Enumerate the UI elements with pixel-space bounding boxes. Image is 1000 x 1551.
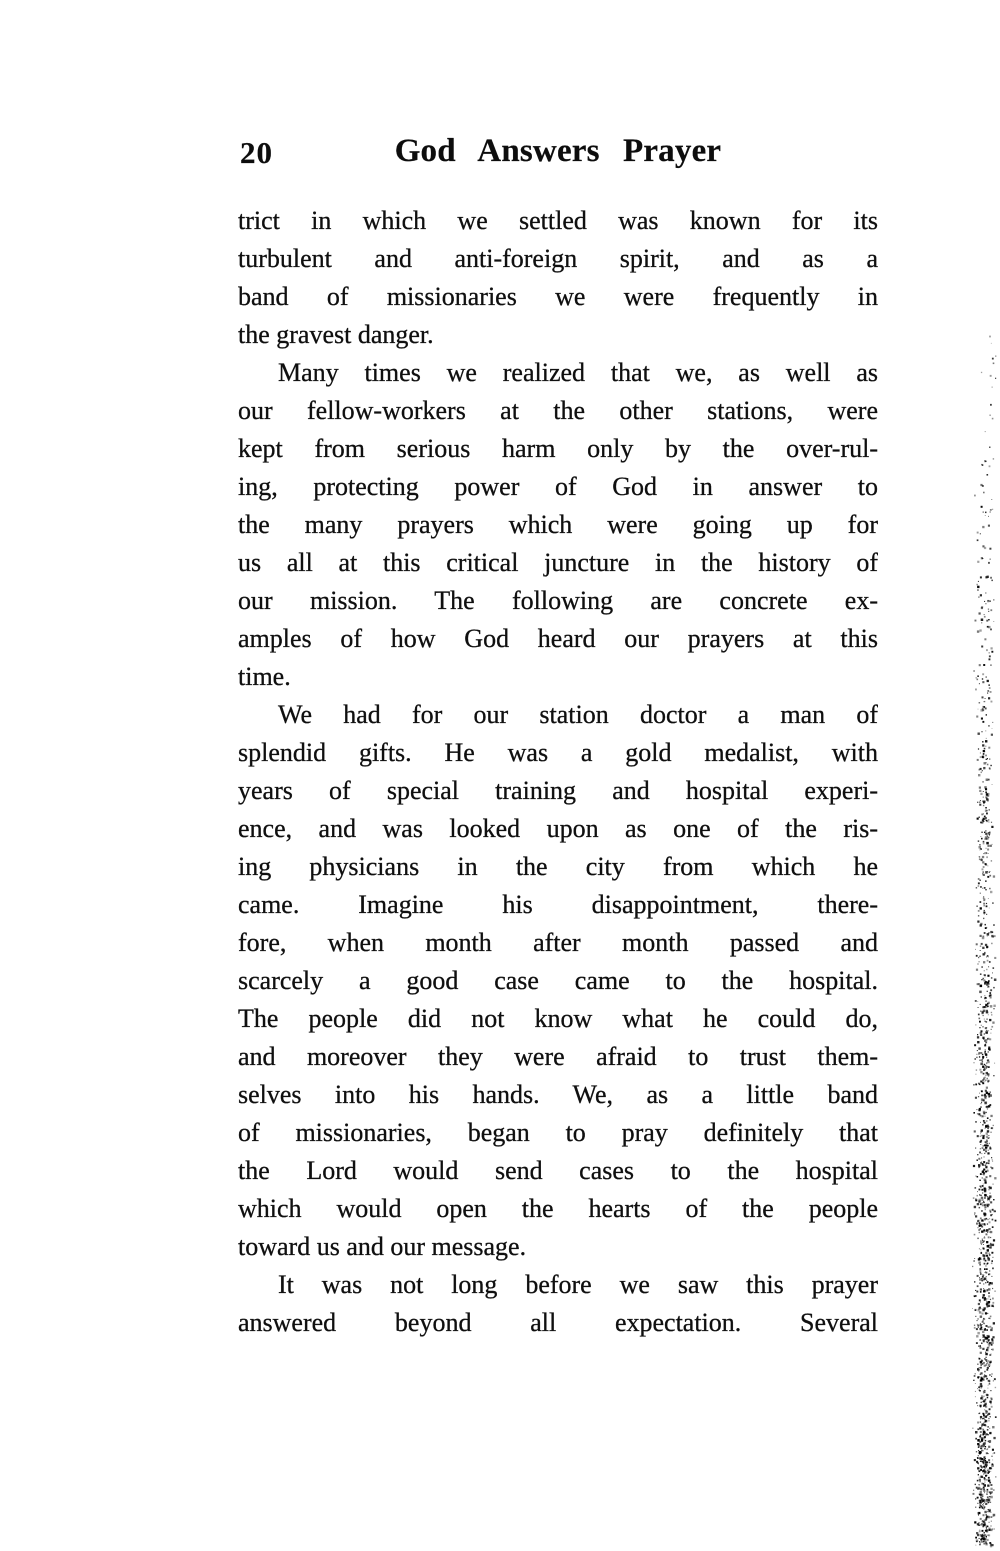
text-line: years of special training and hospital experi- (238, 776, 878, 805)
text-line: amples of how God heard our prayers at this (238, 624, 878, 653)
page-number: 20 (240, 135, 273, 170)
text-line: toward us and our message. (238, 1232, 527, 1261)
text-line: time. (238, 662, 291, 691)
text-line: turbulent and anti-foreign spirit, and as a (238, 244, 878, 273)
text-line: fore, when month after month passed and (238, 928, 878, 957)
text-line: ence, and was looked upon as one of the ris- (238, 814, 878, 843)
text-line: The people did not know what he could do, (238, 1004, 878, 1033)
text-line: ing physicians in the city from which he (238, 852, 878, 881)
text-line: our fellow-workers at the other stations, were (238, 396, 878, 425)
text-line: ing, protecting power of God in answer to (238, 472, 878, 501)
body-text (238, 202, 878, 1342)
text-line: splendid gifts. He was a gold medalist, with (238, 738, 878, 767)
text-line: It was not long before we saw this prayer (278, 1270, 878, 1299)
text-line: came. Imagine his disappointment, there- (238, 890, 878, 919)
text-line: scarcely a good case came to the hospital. (238, 966, 878, 995)
text-line: us all at this critical juncture in the history of (238, 548, 878, 577)
text-line: our mission. The following are concrete ex- (238, 586, 878, 615)
running-title: God Answers Prayer (394, 133, 722, 169)
page-header (238, 133, 878, 177)
text-line: the gravest danger. (238, 320, 434, 349)
text-line: kept from serious harm only by the over-rul- (238, 434, 878, 463)
text-line: trict in which we settled was known for its (238, 206, 878, 235)
text-line: and moreover they were afraid to trust them- (238, 1042, 878, 1071)
text-line: which would open the hearts of the people (238, 1194, 878, 1223)
text-line: of missionaries, began to pray definitely that (238, 1118, 878, 1147)
text-line: We had for our station doctor a man of (278, 700, 878, 729)
text-line: Many times we realized that we, as well as (278, 358, 878, 387)
text-line: the many prayers which were going up for (238, 510, 878, 539)
text-line: the Lord would send cases to the hospital (238, 1156, 878, 1185)
text-line: band of missionaries we were frequently in (238, 282, 878, 311)
text-line: answered beyond all expectation. Several (238, 1308, 878, 1337)
text-line: selves into his hands. We, as a little band (238, 1080, 878, 1109)
